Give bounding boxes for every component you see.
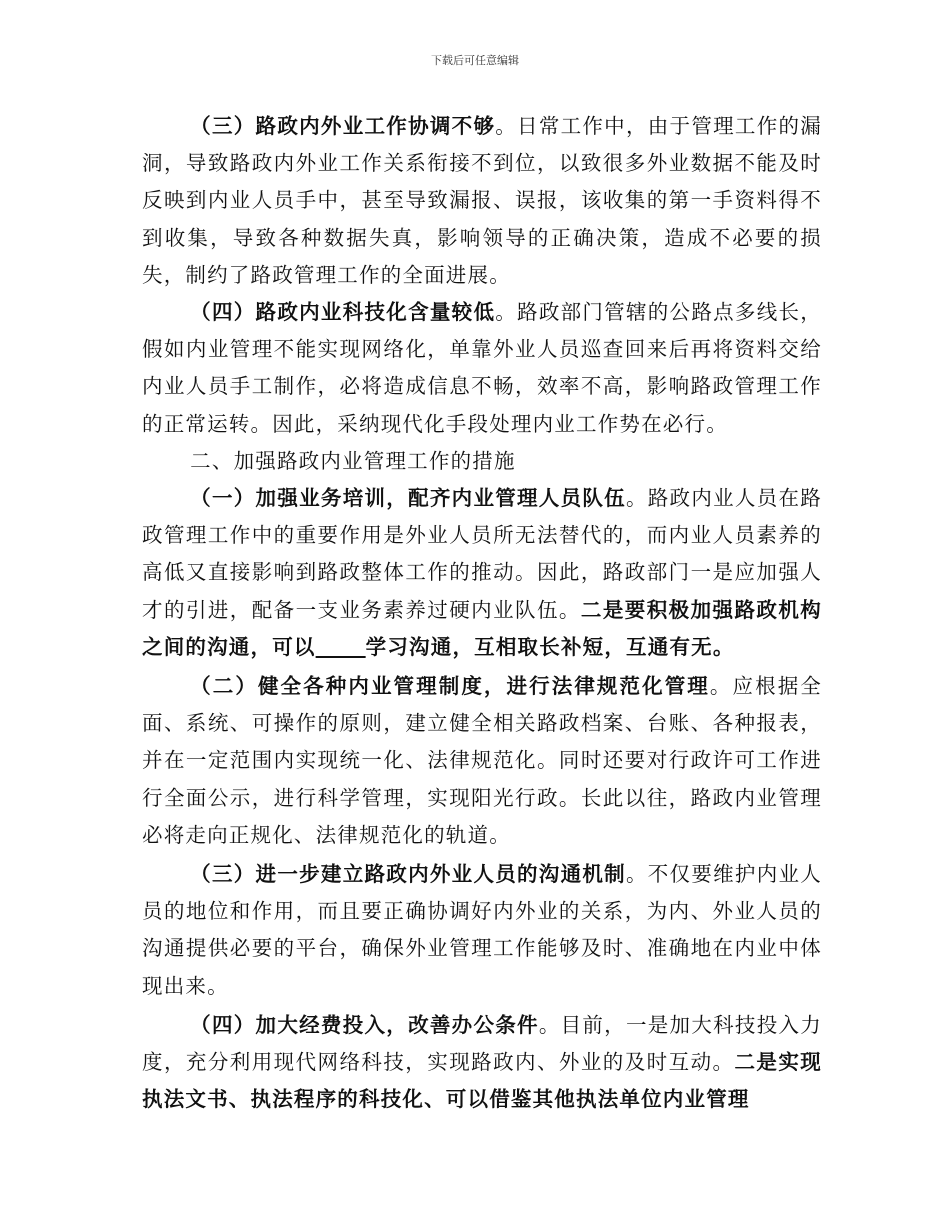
paragraph-heading: （四）路政内业科技化含量较低: [190, 300, 496, 325]
paragraph-heading: （三）进一步建立路政内外业人员的沟通机制: [190, 862, 626, 887]
page-header: 下载后可任意编辑: [431, 54, 519, 67]
paragraph-measure-1: [142, 480, 822, 666]
paragraph-measure-2: [142, 668, 822, 854]
paragraph-bold-text: 学习沟通，互相取长补短，互通有无。: [365, 634, 735, 659]
paragraph-text: 。应根据全面、系统、可操作的原则，建立健全相关路政档案、台账、各种报表，并在一定范围内实现统一化、法律规范化。同时还要对行政许可工作进行全面公示，进行科学管理，实现阳光行政。长此以往，路政内业管理必将走向正规化、法律规范化的轨道。: [142, 674, 822, 847]
paragraph-text: 。路政部门管辖的公路点多线长，假如内业管理不能实现网络化，单靠外业人员巡查回来后再将资料交给内业人员手工制作，必将造成信息不畅，效率不高，影响路政管理工作的正常运转。因此，采纳现代化手段处理内业工作势在必行。: [142, 300, 822, 436]
paragraph-heading: （三）路政内外业工作协调不够: [190, 114, 496, 138]
paragraph-measure-4: [142, 1007, 822, 1119]
paragraph-text: 。路政内业人员在路政管理工作中的重要作用是外业人员所无法替代的，而内业人员素养的高低又直接影响到路政整体工作的推动。因此，路政部门一是应加强人才的引进，配备一支业务素养过硬内业队伍。: [142, 486, 822, 622]
paragraph-measure-3: [142, 856, 822, 1005]
paragraph-text: 。目前，一是加大科技投入力度，充分利用现代网络科技，实现路政内、外业的及时互动。: [142, 1012, 822, 1075]
paragraph-problem-4: [142, 294, 822, 443]
paragraph-heading: （一）加强业务培训，配齐内业管理人员队伍: [190, 486, 626, 511]
paragraph-bold-text: 二是要积极加强路政机构之间的沟通，可以: [142, 597, 823, 659]
fill-blank: [316, 635, 366, 659]
paragraph-problem-3: [142, 108, 822, 294]
paragraph-heading: （二）健全各种内业管理制度，进行法律规范化管理: [190, 674, 710, 699]
paragraph-heading: （四）加大经费投入，改善办公条件: [190, 1012, 539, 1037]
paragraph-bold-text: 二是实现执法文书、执法程序的科技化、可以借鉴其他执法单位内业管理: [142, 1050, 822, 1112]
document-body: [142, 108, 822, 1118]
section-heading: 二、加强路政内业管理工作的措施: [190, 448, 516, 473]
paragraph-text: 。日常工作中，由于管理工作的漏洞，导致路政内外业工作关系衔接不到位，以致很多外业数据不能及时反映到内业人员手中，甚至导致漏报、误报，该收集的第一手资料得不到收集，导致各种数据失真，影响领导的正确决策，造成不必要的损失，制约了路政管理工作的全面进展。: [142, 114, 822, 287]
paragraph-text: 。不仅要维护内业人员的地位和作用，而且要正确协调好内外业的关系，为内、外业人员的沟通提供必要的平台，确保外业管理工作能够及时、准确地在内业中体现出来。: [142, 862, 822, 998]
